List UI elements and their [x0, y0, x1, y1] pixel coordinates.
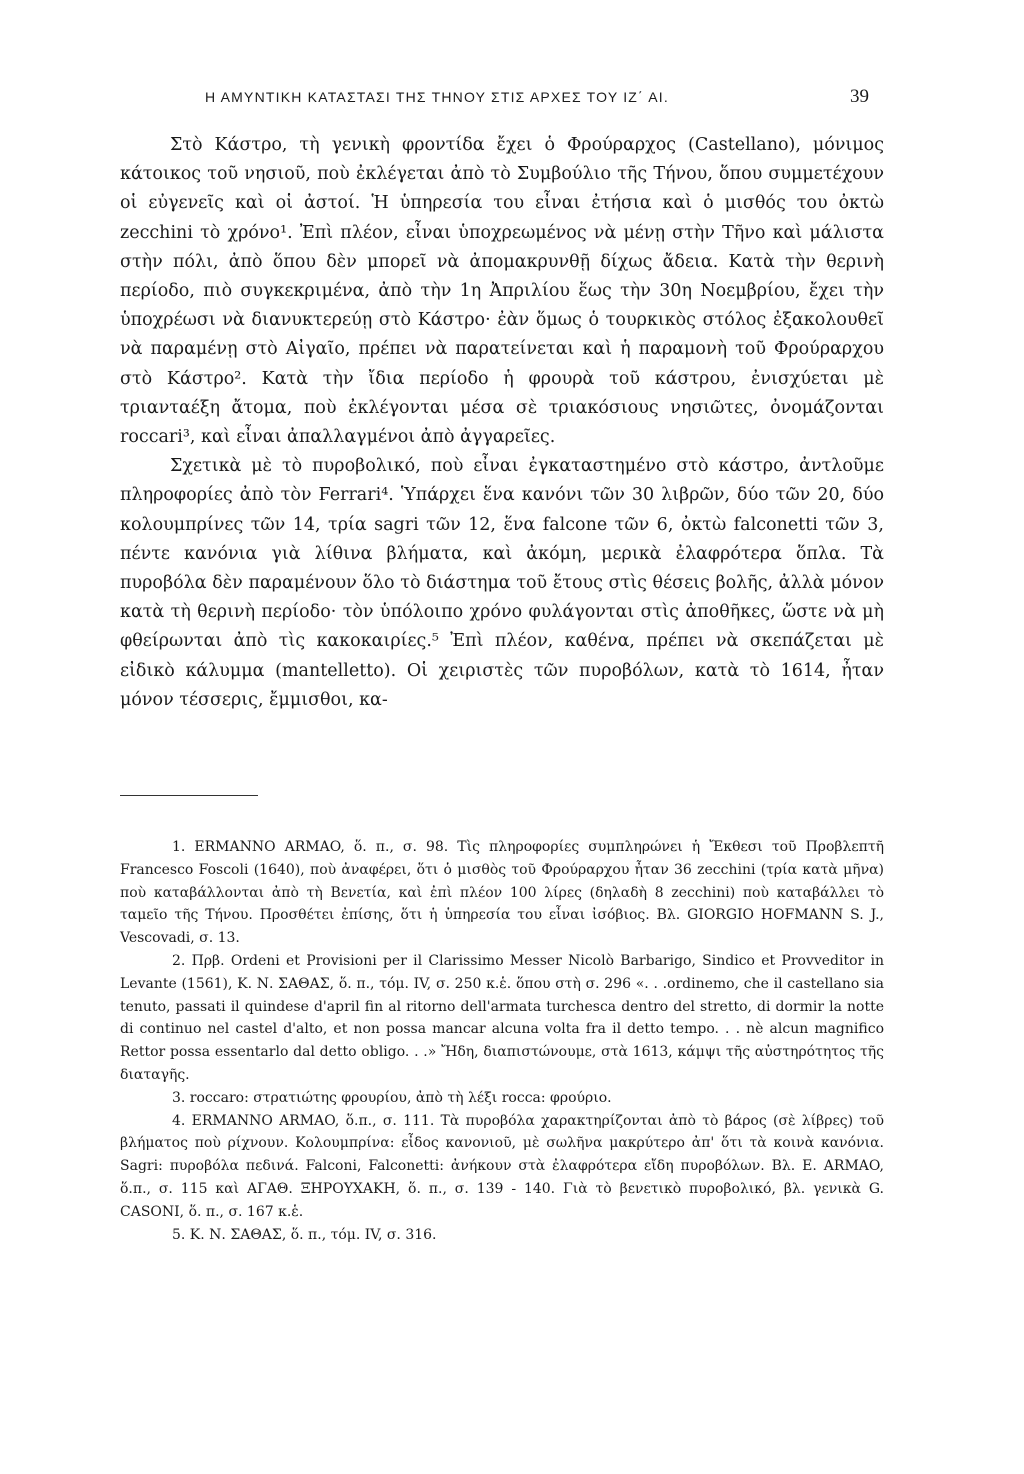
- footnote: 2. Πρβ. Ordeni et Provisioni per il Clarissimo Messer Nicolò Barbarigo, Sindico et Provveditor in Levante (1561), Κ. Ν. ΣΑΘΑΣ, ὅ. π., τόμ. IV, σ. 250 κ.ἑ. ὅπου στὴ σ. 296 «. . .ordinemo, che il castellano sia tenuto, passati il quindese d'april fin al ritorno dell'armata turchesca dentro del stretto, di dormir la notte di continuo nel castel d'alto, et non possa mancar alcuna volta fra il detto tempo. . . nè alcun magnifico Rettor possa essentarlo dal detto obligo. . .» Ἤδη, διαπιστώνουμε, στὰ 1613, κάμψι τῆς αὐστηρότητος τῆς διαταγῆς.: [120, 952, 884, 1083]
- footnote: 3. roccaro: στρατιώτης φρουρίου, ἀπὸ τὴ λέξι rocca: φρούριο.: [172, 1089, 612, 1106]
- footnotes: [120, 836, 884, 1246]
- footnote: 1. ERMANNO ARMAO, ὅ. π., σ. 98. Τὶς πληροφορίες συμπληρώνει ἡ Ἔκθεσι τοῦ Προβλεπτῆ Francesco Foscoli (1640), ποὺ ἀναφέρει, ὅτι ὁ μισθὸς τοῦ Φρούραρχου ἦταν 36 zecchini (τρία κατὰ μῆνα) ποὺ καταβάλλονται ἀπὸ τὴ Βενετία, καὶ ἐπὶ πλέον 100 λίρες (δηλαδὴ 8 zecchini) ποὺ καταβάλλει τὸ ταμεῖο τῆς Τήνου. Προσθέτει ἐπίσης, ὅτι ἡ ὑπηρεσία του εἶναι ἰσόβιος. Βλ. GIORGIO HOFMANN S. J., Vescovadi, σ. 13.: [120, 839, 884, 947]
- body-paragraph: Σχετικὰ μὲ τὸ πυροβολικό, ποὺ εἶναι ἐγκαταστημένο στὸ κάστρο, ἀντλοῦμε πληροφορίες ἀπὸ τὸν Ferrari⁴. Ὑπάρχει ἕνα κανόνι τῶν 30 λιβρῶν, δύο τῶν 20, δύο κολουμπρίνες τῶν 14, τρία sagri τῶν 12, ἕνα falcone τῶν 6, ὀκτὼ falconetti τῶν 3, πέντε κανόνια γιὰ λίθινα βλήματα, καὶ ἀκόμη, μερικὰ ἐλαφρότερα ὅπλα. Τὰ πυροβόλα δὲν παραμένουν ὅλο τὸ διάστημα τοῦ ἔτους στὶς θέσεις βολῆς, ἀλλὰ μόνον κατὰ τὴ θερινὴ περίοδο· τὸν ὑπόλοιπο χρόνο φυλάγονται στὶς ἀποθῆκες, ὥστε νὰ μὴ φθείρωνται ἀπὸ τὶς κακοκαιρίες.⁵ Ἐπὶ πλέον, καθένα, πρέπει νὰ σκεπάζεται μὲ εἰδικὸ κάλυμμα (mantelletto). Οἱ χειριστὲς τῶν πυροβόλων, κατὰ τὸ 1614, ἦταν μόνον τέσσερις, ἔμμισθοι, κα-: [120, 456, 884, 710]
- body-paragraph: Στὸ Κάστρο, τὴ γενικὴ φροντίδα ἔχει ὁ Φρούραρχος (Castellano), μόνιμος κάτοικος τοῦ νησιοῦ, ποὺ ἐκλέγεται ἀπὸ τὸ Συμβούλιο τῆς Τήνου, ὅπου συμμετέχουν οἱ εὐγενεῖς καὶ οἱ ἀστοί. Ἡ ὑπηρεσία του εἶναι ἐτήσια καὶ ὁ μισθός του ὀκτὼ zecchini τὸ χρόνο¹. Ἐπὶ πλέον, εἶναι ὑποχρεωμένος νὰ μένῃ στὴν Τῆνο καὶ μάλιστα στὴν πόλι, ἀπὸ ὅπου δὲν μπορεῖ νὰ ἀπομακρυνθῇ δίχως ἄδεια. Κατὰ τὴν θερινὴ περίοδο, πιὸ συγκεκριμένα, ἀπὸ τὴν 1η Ἀπριλίου ἕως τὴν 30η Νοεμβρίου, ἔχει τὴν ὑποχρέωσι νὰ διανυκτερεύῃ στὸ Κάστρο· ἐὰν ὅμως ὁ τουρκικὸς στόλος ἐξακολουθεῖ νὰ παραμένῃ στὸ Αἰγαῖο, πρέπει νὰ παρατείνεται καὶ ἡ παραμονὴ τοῦ Φρούραρχου στὸ Κάστρο². Κατὰ τὴν ἴδια περίοδο ἡ φρουρὰ τοῦ κάστρου, ἐνισχύεται μὲ τριανταέξη ἄτομα, ποὺ ἐκλέγονται μέσα σὲ τριακόσιους νησιῶτες, ὀνομάζονται roccari³, καὶ εἶναι ἀπαλλαγμένοι ἀπὸ ἀγγαρεῖες.: [120, 135, 884, 448]
- body-text: [120, 131, 884, 715]
- page-number: 39: [850, 86, 869, 107]
- footnote: 5. Κ. Ν. ΣΑΘΑΣ, ὅ. π., τόμ. IV, σ. 316.: [172, 1226, 437, 1243]
- footnote: 4. ERMANNO ARMAO, ὅ.π., σ. 111. Τὰ πυροβόλα χαρακτηρίζονται ἀπὸ τὸ βάρος (σὲ λίβρες) τοῦ βλήματος ποὺ ρίχνουν. Κολουμπρίνα: εἶδος κανονιοῦ, μὲ σωλῆνα μακρύτερο ἀπ' ὅτι τὰ κοινὰ κανόνια. Sagri: πυροβόλα πεδινά. Falconi, Falconetti: ἀνήκουν στὰ ἐλαφρότερα εἴδη πυροβόλων. Βλ. Ε. ARMAO, ὅ.π., σ. 115 καὶ ΑΓΑΘ. ΞΗΡΟΥΧΑΚΗ, ὅ. π., σ. 139 - 140. Γιὰ τὸ βενετικὸ πυροβολικό, βλ. γενικὰ G. CASONI, ὅ. π., σ. 167 κ.ἑ.: [120, 1112, 884, 1220]
- running-title: Η ΑΜΥΝΤΙΚΗ ΚΑΤΑΣΤΑΣΙ ΤΗΣ ΤΗΝΟΥ ΣΤΙΣ ΑΡΧΕΣ ΤΟΥ ΙΖ΄ ΑΙ.: [205, 89, 669, 105]
- footnote-separator: [120, 795, 258, 796]
